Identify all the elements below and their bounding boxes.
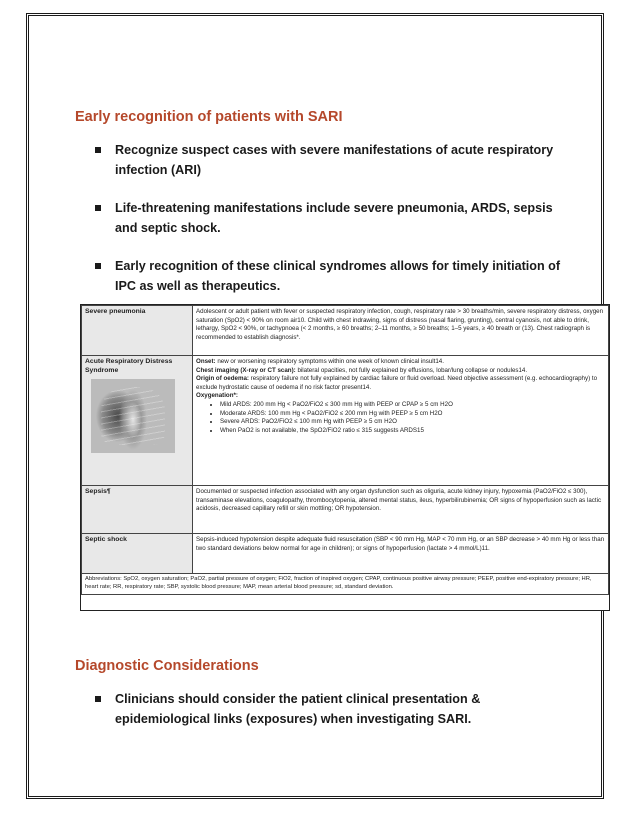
row-description bbox=[193, 356, 609, 486]
chest-xray-image bbox=[91, 379, 175, 453]
ards-imaging bbox=[196, 367, 605, 376]
list-item bbox=[95, 199, 565, 238]
clinical-syndromes-table bbox=[80, 304, 610, 611]
ards-origin bbox=[196, 375, 605, 392]
onset-text: new or worsening respiratory symptoms within one week of known clinical insult14. bbox=[215, 358, 444, 365]
list-item: • When PaO2 is not available, the SpO2/FiO2 ratio ≤ 315 suggests ARDS15 bbox=[220, 427, 605, 436]
table-row bbox=[82, 356, 609, 486]
section-heading-early-recognition: Early recognition of patients with SARI bbox=[75, 109, 343, 125]
list-item: • Mild ARDS: 200 mm Hg < PaO2/FiO2 ≤ 300 mm Hg with PEEP or CPAP ≥ 5 cm H2O bbox=[220, 401, 605, 410]
row-name: Septic shock bbox=[82, 534, 193, 574]
square-bullet-icon bbox=[95, 147, 101, 153]
row-name bbox=[82, 356, 193, 486]
early-recognition-list bbox=[95, 141, 565, 296]
origin-label: Origin of oedema: bbox=[196, 375, 249, 383]
table-row bbox=[82, 306, 609, 356]
list-item: • Severe ARDS: PaO2/FiO2 ≤ 100 mm Hg with PEEP ≥ 5 cm H2O bbox=[220, 418, 605, 427]
bullet-text: Clinicians should consider the patient clinical presentation & epidemiological links (exposures) when investigating SARI. bbox=[115, 692, 481, 726]
oxygenation-label: Oxygenation*: bbox=[196, 392, 238, 400]
diagnostic-list bbox=[95, 690, 565, 729]
section-heading-diagnostic-considerations: Diagnostic Considerations bbox=[75, 658, 259, 674]
imaging-text: bilateral opacities, not fully explained by effusions, lobar/lung collapse or nodules14. bbox=[295, 366, 528, 374]
origin-text: respiratory failure not fully explained by cardiac failure or fluid overload. Need objective assessment (e.g. echocardiography) to exclude hydrostatic cause of oedema if no risk factor present14. bbox=[196, 375, 598, 391]
bullet-text: Early recognition of these clinical syndromes allows for timely initiation of IPC as well as therapeutics. bbox=[115, 259, 561, 293]
abbreviations-note: Abbreviations: SpO2, oxygen saturation; PaO2, partial pressure of oxygen; FiO2, fraction of inspired oxygen; CPAP, continuous positive airway pressure; PEEP, positive end-expiratory pressure; HR, heart rate; RR, respiratory rate; SBP, systolic blood pressure; MAP, mean arterial blood pressure; sd, standard deviation. bbox=[82, 574, 609, 595]
oxygenation-list bbox=[196, 401, 605, 435]
row-description: Documented or suspected infection associated with any organ dysfunction such as oliguria, acute kidney injury, hypoxemia (PaO2/FiO2 ≤ 300), transaminase elevations, coagulopathy, thrombocytopenia, altered mental status, ileus, hyperbilirubinemia; OR signs of hypoperfusion such as lactic acidosis, decreased capillary refill or skin mottling; OR hypotension. bbox=[193, 486, 609, 534]
list-item bbox=[95, 257, 565, 296]
list-item bbox=[95, 690, 565, 729]
bullet-text: Life-threatening manifestations include severe pneumonia, ARDS, sepsis and septic shock. bbox=[115, 201, 553, 235]
bullet-text: Recognize suspect cases with severe manifestations of acute respiratory infection (ARI) bbox=[115, 143, 554, 177]
row-name: Sepsis¶ bbox=[82, 486, 193, 534]
imaging-label: Chest imaging (X-ray or CT scan): bbox=[196, 366, 296, 374]
row-description: Sepsis-induced hypotension despite adequate fluid resuscitation (SBP < 90 mm Hg, MAP < 70 mm Hg, or an SBP decrease > 40 mm Hg or less than two standard deviations below normal for age in children); or signs of hypoperfusion (lactate > 4 mmol/L)11. bbox=[193, 534, 609, 574]
table-row bbox=[82, 486, 609, 534]
list-item: • Moderate ARDS: 100 mm Hg < PaO2/FiO2 ≤ 200 mm Hg with PEEP ≥ 5 cm H2O bbox=[220, 410, 605, 419]
row-name: Severe pneumonia bbox=[82, 306, 193, 356]
list-item bbox=[95, 141, 565, 180]
square-bullet-icon bbox=[95, 696, 101, 702]
table-row bbox=[82, 574, 609, 595]
onset-label: Onset: bbox=[196, 358, 216, 365]
square-bullet-icon bbox=[95, 263, 101, 269]
table-row bbox=[82, 534, 609, 574]
ards-name: Acute Respiratory Distress Syndrome bbox=[85, 358, 173, 374]
row-description: Adolescent or adult patient with fever or suspected respiratory infection, cough, respiratory rate > 30 breaths/min, severe respiratory distress, oxygen saturation (SpO2) < 90% on room air10. Child with chest indrawing, signs of distress (nasal flaring, grunting), central cyanosis, not able to drink, lethargy, SpO2 < 90%, or tachypnoea (< 2 months, ≥ 60 breaths; 2–11 months, ≥ 50 breaths; 1–5 years, ≥ 40 breath or (13). Chest radiograph is recommended to establish diagnosis*. bbox=[193, 306, 609, 356]
square-bullet-icon bbox=[95, 205, 101, 211]
ards-onset bbox=[196, 358, 605, 367]
